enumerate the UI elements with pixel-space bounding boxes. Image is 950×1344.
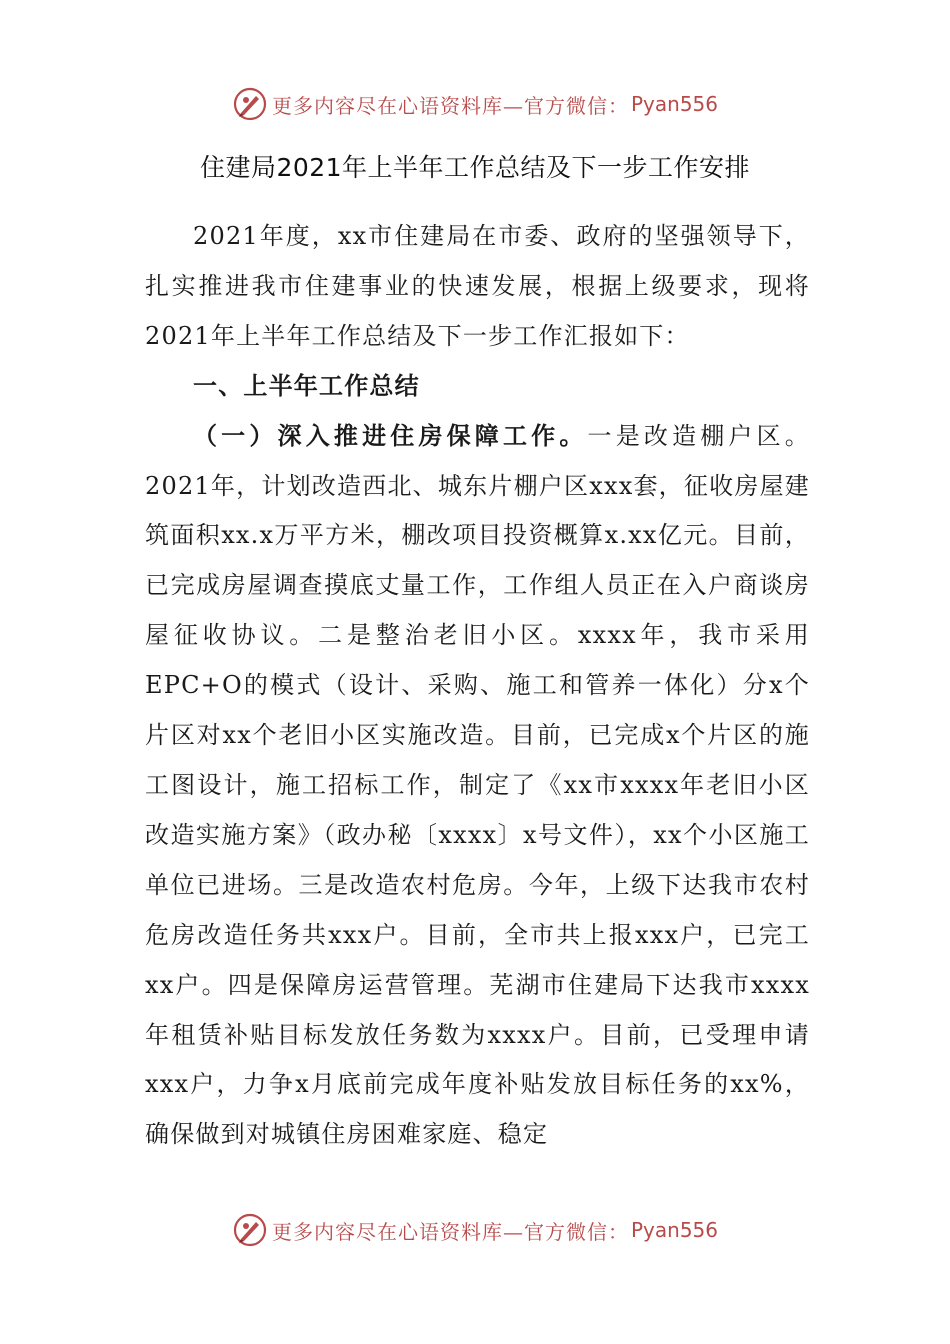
document-body: [145, 212, 810, 1160]
subsection-heading: （一）深入推进住房保障工作。: [193, 421, 588, 450]
header-banner-wechat-id: Pyan556: [630, 92, 718, 116]
section-heading: 一、上半年工作总结: [193, 371, 420, 400]
intro-paragraph: 2021年度，xx市住建局在市委、政府的坚强领导下，扎实推进我市住建事业的快速发展，根据上级要求，现将2021年上半年工作总结及下一步工作汇报如下：: [145, 222, 810, 350]
pen-logo-icon: [232, 1212, 268, 1248]
footer-banner-wechat-id: Pyan556: [630, 1218, 718, 1242]
subsection-body: 一是改造棚户区。2021年，计划改造西北、城东片棚户区xxx套，征收房屋建筑面积xx.x万平方米，棚改项目投资概算x.xx亿元。目前，已完成房屋调查摸底丈量工作，工作组人员正在入户商谈房屋征收协议。二是整治老旧小区。xxxx年，我市采用EPC+O的模式（设计、采购、施工和管养一体化）分x个片区对xx个老旧小区实施改造。目前，已完成x个片区的施工图设计，施工招标工作，制定了《xx市xxxx年老旧小区改造实施方案》（政办秘〔xxxx〕x号文件），xx个小区施工单位已进场。三是改造农村危房。今年，上级下达我市农村危房改造任务共xxx户。目前，全市共上报xxx户，已完工xx户。四是保障房运营管理。芜湖市住建局下达我市xxxx年租赁补贴目标发放任务数为xxxx户。目前，已受理申请xxx户，力争x月底前完成年度补贴发放目标任务的xx%，确保做到对城镇住房困难家庭、稳定: [145, 421, 810, 1149]
subsection-paragraph: [145, 412, 810, 1161]
footer-banner: [0, 1208, 950, 1252]
pen-logo-icon: [232, 86, 268, 122]
document-title: 住建局2021年上半年工作总结及下一步工作安排: [199, 153, 751, 182]
header-banner: [0, 82, 950, 126]
header-banner-text: 更多内容尽在心语资料库—官方微信：: [271, 93, 629, 118]
footer-banner-text: 更多内容尽在心语资料库—官方微信：: [271, 1219, 629, 1244]
